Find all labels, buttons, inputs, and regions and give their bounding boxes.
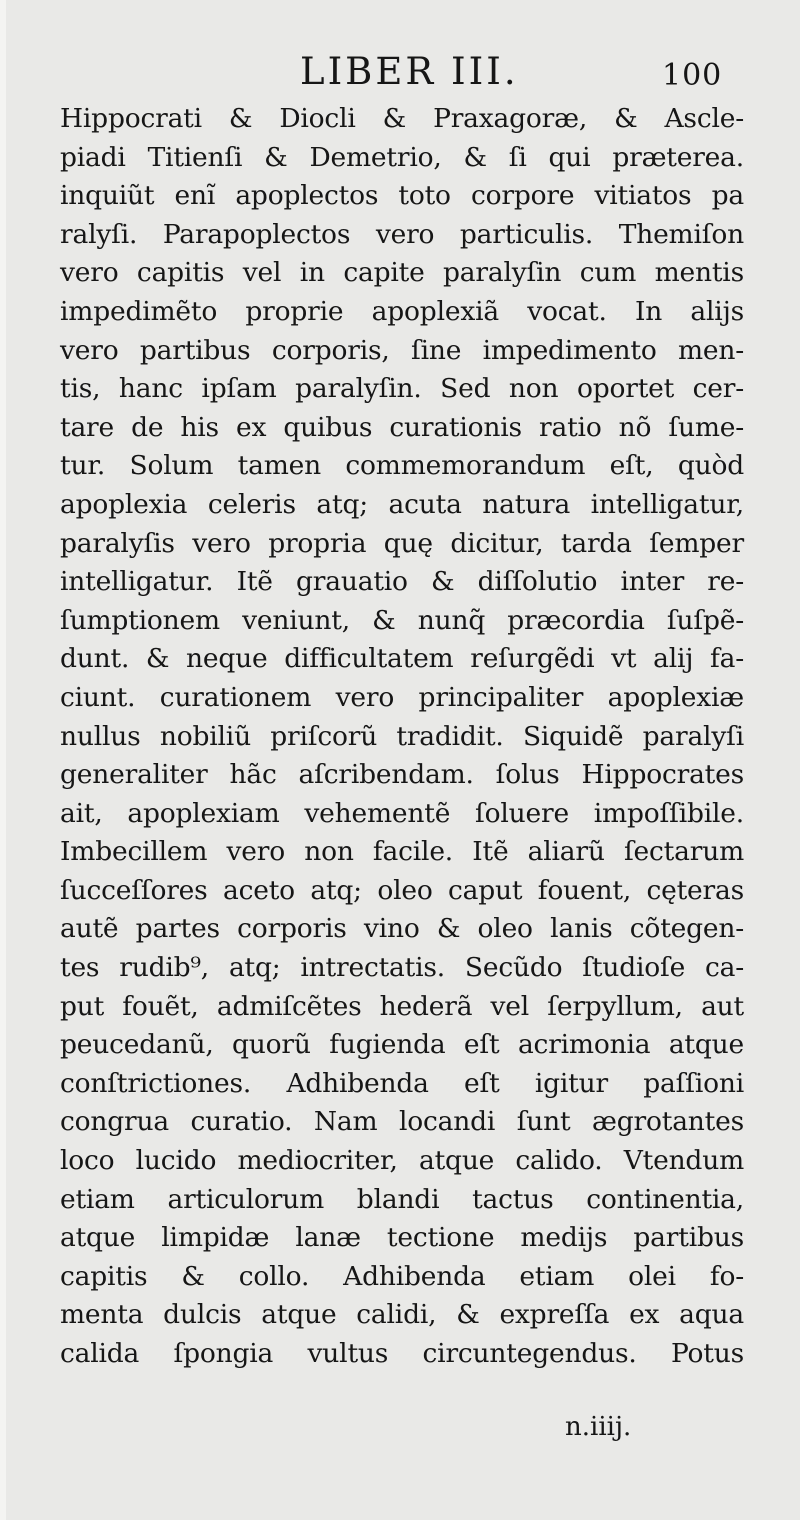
text-line: atque limpidæ lanæ tectione medijs partibus: [60, 1222, 744, 1254]
text-line: ait, apoplexiam vehementẽ ſoluere impoſſibile.: [60, 797, 744, 829]
text-line: tare de his ex quibus curationis ratio nõ ſume-: [60, 411, 744, 443]
text-line: tur. Solum tamen commemorandum eſt, quòd: [60, 450, 744, 482]
text-line: intelligatur. Itẽ grauatio & diſſolutio inter re-: [60, 566, 744, 598]
text-line: congrua curatio. Nam locandi ſunt ægrotantes: [60, 1106, 744, 1138]
page-number: 100: [662, 58, 723, 93]
text-line: calida ſpongia vultus circuntegendus. Potus: [60, 1338, 744, 1369]
text-line: vero partibus corporis, ſine impedimento men-: [60, 334, 744, 366]
text-line: apoplexia celeris atq; acuta natura intelligatur,: [60, 488, 744, 520]
text-line: vero capitis vel in capite paralyſin cum mentis: [60, 257, 744, 289]
text-line: loco lucido mediocriter, atque calido. Vtendum: [60, 1145, 744, 1177]
page-edge: [0, 0, 6, 1520]
signature-mark: n.iiij.: [565, 1412, 632, 1442]
text-line: etiam articulorum blandi tactus continentia,: [60, 1183, 744, 1215]
text-line: conſtrictiones. Adhibenda eſt igitur paſſioni: [60, 1067, 744, 1099]
text-line: tes rudib⁹, atq; intrectatis. Secũdo ſtudioſe ca-: [60, 952, 744, 984]
text-line: capitis & collo. Adhibenda etiam olei fo-: [60, 1260, 744, 1292]
text-line: impedimẽto proprie apoplexiã vocat. In aliјs: [60, 295, 744, 327]
text-line: piadi Titienſi & Demetrio, & ſi qui præterea.: [60, 141, 744, 173]
text-line: peucedanũ, quorũ fugienda eſt acrimonia atque: [60, 1029, 744, 1061]
body-text: [60, 100, 744, 1374]
text-line: ſucceſſores aceto atq; oleo caput fouent, cęteras: [60, 874, 744, 906]
text-line: Hippocrati & Diocli & Praxagoræ, & Ascle-: [60, 103, 744, 134]
text-line: paralyſis vero propria quę dicitur, tarda ſemper: [60, 527, 744, 559]
text-line: menta dulcis atque calidi, & expreſſa ex aqua: [60, 1299, 744, 1331]
text-line: autẽ partes corporis vino & oleo lanis cõtegen-: [60, 913, 744, 945]
text-line: generaliter hãc aſcribendam. ſolus Hippocrates: [60, 759, 744, 791]
text-line: tis, hanc ipſam paralyſin. Sed non oportet cer-: [60, 373, 744, 405]
running-title: LIBER III.: [300, 50, 519, 93]
text-line: nullus nobiliũ priſcorũ tradidit. Siquidẽ paralyſi: [60, 720, 744, 752]
text-line: ciunt. curationem vero principaliter apoplexiæ: [60, 681, 744, 713]
text-line: put fouẽt, admiſcẽtes hederã vel ſerpyllum, aut: [60, 990, 744, 1022]
text-line: inquiũt enĩ apoplectos toto corpore vitiatos pa: [60, 180, 744, 212]
text-line: ralyſi. Parapoplectos vero particulis. Themiſon: [60, 218, 744, 250]
text-line: ſumptionem veniunt, & nunq̃ præcordia ſuſpẽ-: [60, 604, 744, 636]
text-line: dunt. & neque difficultatem reſurgẽdi vt aliј fa-: [60, 643, 744, 675]
text-line: Imbecillem vero non facile. Itẽ aliarũ ſectarum: [60, 836, 744, 868]
